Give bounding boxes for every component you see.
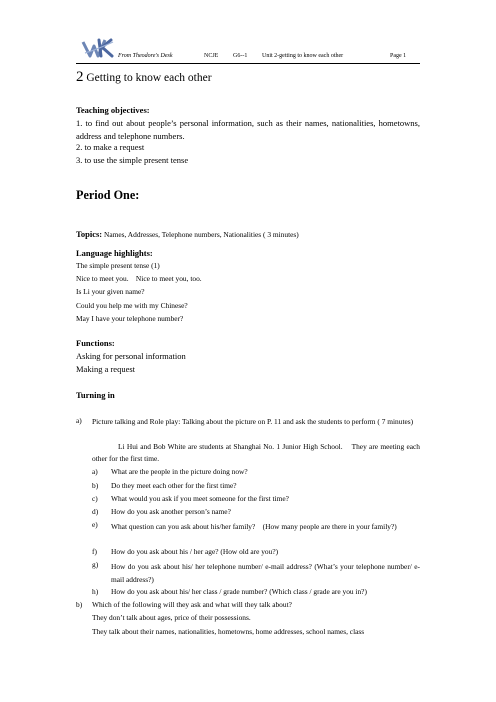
activity-a-text: Picture talking and Role play: Talking about the picture on P. 11 and ask the students to perform ( 7 minutes) (92, 417, 414, 426)
question-label: h) (92, 587, 99, 596)
list-label: b) (76, 600, 83, 609)
functions-heading: Functions: (76, 338, 115, 348)
header-page: Page 1 (390, 53, 407, 59)
turning-in-heading: Turning in (76, 390, 115, 400)
title-text: Getting to know each other (83, 72, 212, 84)
activity-b-text: Which of the following will they ask and what will they talk about? (92, 600, 292, 609)
objective-item: 2. to make a request (76, 142, 145, 152)
objective-item: 3. to use the simple present tense (76, 155, 189, 165)
functions-line: Making a request (76, 364, 136, 374)
question-label: f) (92, 547, 97, 556)
language-line: Nice to meet you. Nice to meet you, too. (76, 274, 202, 283)
functions-line: Asking for personal information (76, 351, 186, 361)
question-label: b) (92, 481, 99, 490)
page-title (76, 69, 212, 86)
title-number: 2 (76, 69, 84, 85)
language-line: Could you help me with my Chinese? (76, 301, 188, 310)
language-line: May I have your telephone number? (76, 314, 184, 323)
header-unit: Unit 2-getting to know each other (262, 53, 344, 59)
objectives-heading: Teaching objectives: (76, 105, 150, 115)
question-label: a) (92, 467, 98, 476)
activity-a-paragraph: Li Hui and Bob White are students at Shanghai No. 1 Junior High School. They are meeting each other for the first time. (92, 442, 422, 464)
header-divider (76, 63, 420, 64)
logo-icon (81, 36, 115, 58)
question-label: g) (92, 560, 99, 569)
header-course: NCJE (204, 53, 219, 59)
activity-b-line: They don’t talk about ages, price of their possessions. (92, 613, 251, 622)
question-label: e) (92, 520, 98, 529)
question-text: How do you ask about his/ her class / grade number? (Which class / grade are you in?) (111, 587, 367, 596)
language-line: Is Li your given name? (76, 287, 145, 296)
question-text: What are the people in the picture doing now? (111, 467, 248, 476)
activity-b-line: They talk about their names, nationalities, hometowns, home addresses, school names, class (92, 627, 365, 636)
topics-text: Names, Addresses, Telephone numbers, Nationalities ( 3 minutes) (102, 230, 299, 239)
language-line: The simple present tense (1) (76, 261, 160, 270)
objective-item: 1. to find out about people’s personal information, such as their names, nationalities, hometowns, address and telephone numbers. (76, 118, 420, 141)
question-text: How do you ask about his/ her telephone number/ e-mail address? (What’s your telephone number/ e-mail address?) (111, 562, 420, 585)
question-text: Do they meet each other for the first time? (111, 481, 237, 490)
period-heading: Period One: (76, 188, 140, 202)
question-text: What would you ask if you meet someone for the first time? (111, 494, 289, 503)
question-label: c) (92, 494, 98, 503)
list-label: a) (76, 416, 82, 425)
question-label: d) (92, 507, 99, 516)
language-heading: Language highlights: (76, 248, 153, 258)
header-grade: G6--1 (233, 53, 248, 59)
question-text: How do you ask about his / her age? (How old are you?) (111, 547, 279, 556)
question-text: How do you ask another person’s name? (111, 507, 231, 516)
question-text: What question can you ask about his/her family? (How many people are there in your family?) (111, 522, 397, 531)
topics-line (76, 224, 299, 242)
header-source: From Theodore's Desk (118, 53, 173, 59)
topics-label: Topics: (76, 229, 103, 239)
